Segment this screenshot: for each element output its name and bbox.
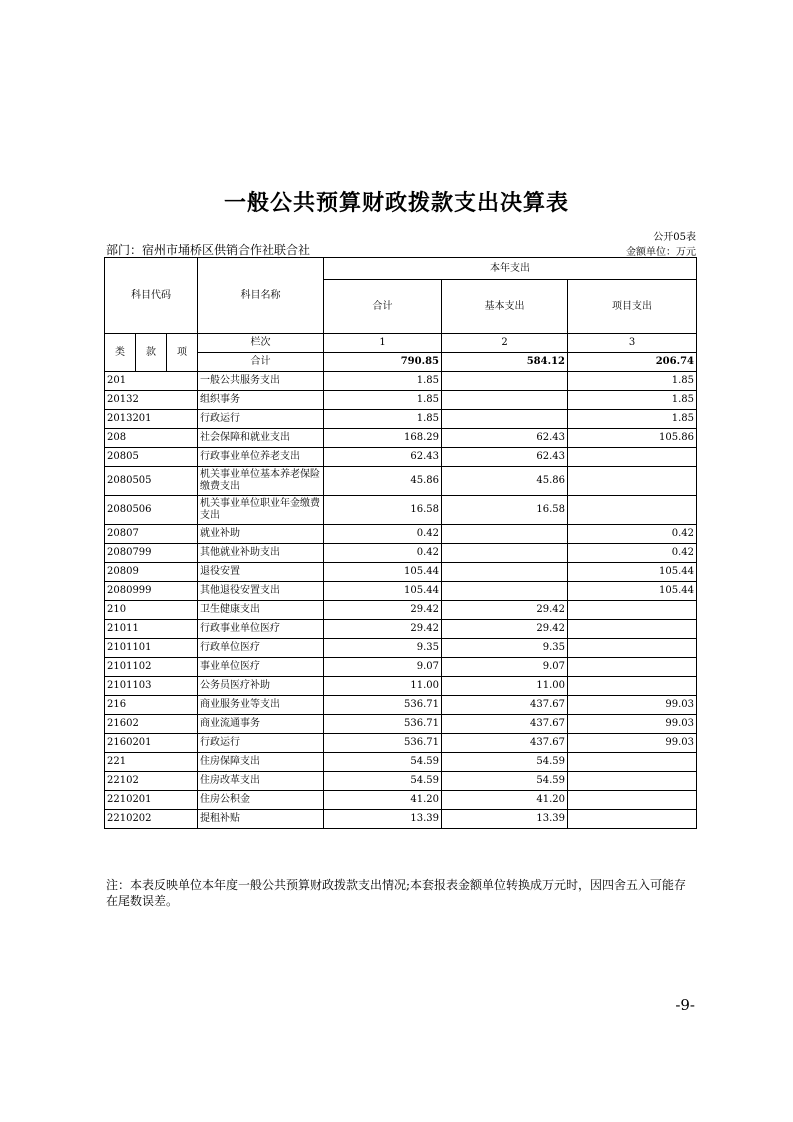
row-code: 216 xyxy=(105,696,198,715)
row-total: 0.42 xyxy=(324,525,442,544)
header-kuan: 款 xyxy=(136,334,167,372)
row-basic: 437.67 xyxy=(442,696,568,715)
row-code: 2080505 xyxy=(105,467,198,496)
row-project xyxy=(568,467,697,496)
row-total: 168.29 xyxy=(324,429,442,448)
row-code: 20805 xyxy=(105,448,198,467)
row-basic: 13.39 xyxy=(442,810,568,829)
header-subject-code: 科目代码 xyxy=(105,258,198,334)
row-basic xyxy=(442,563,568,582)
row-total: 54.59 xyxy=(324,772,442,791)
row-basic: 437.67 xyxy=(442,715,568,734)
table-row xyxy=(105,525,697,544)
row-project xyxy=(568,448,697,467)
row-basic xyxy=(442,582,568,601)
table-row xyxy=(105,734,697,753)
row-basic: 29.42 xyxy=(442,601,568,620)
row-total: 9.35 xyxy=(324,639,442,658)
row-total: 105.44 xyxy=(324,582,442,601)
row-project xyxy=(568,620,697,639)
row-project: 99.03 xyxy=(568,734,697,753)
row-name: 行政事业单位医疗 xyxy=(198,620,324,639)
row-basic xyxy=(442,525,568,544)
row-name: 就业补助 xyxy=(198,525,324,544)
total-row-basic: 584.12 xyxy=(442,353,568,372)
table-row xyxy=(105,658,697,677)
row-name: 公务员医疗补助 xyxy=(198,677,324,696)
table-row xyxy=(105,429,697,448)
row-name: 行政运行 xyxy=(198,734,324,753)
row-basic: 9.07 xyxy=(442,658,568,677)
row-basic xyxy=(442,544,568,563)
row-name: 行政单位医疗 xyxy=(198,639,324,658)
row-project xyxy=(568,791,697,810)
row-basic: 54.59 xyxy=(442,753,568,772)
row-code: 221 xyxy=(105,753,198,772)
row-total: 11.00 xyxy=(324,677,442,696)
row-project: 105.86 xyxy=(568,429,697,448)
row-code: 2080999 xyxy=(105,582,198,601)
table-row xyxy=(105,620,697,639)
row-name: 事业单位医疗 xyxy=(198,658,324,677)
header-column-index: 栏次 xyxy=(198,334,324,353)
row-code: 2101102 xyxy=(105,658,198,677)
row-project xyxy=(568,496,697,525)
header-col1: 1 xyxy=(324,334,442,353)
table-row xyxy=(105,696,697,715)
row-code: 201 xyxy=(105,372,198,391)
row-basic: 16.58 xyxy=(442,496,568,525)
table-row xyxy=(105,810,697,829)
table-row xyxy=(105,544,697,563)
row-name: 机关事业单位基本养老保险缴费支出 xyxy=(198,467,324,496)
row-project xyxy=(568,677,697,696)
header-project: 项目支出 xyxy=(568,280,697,334)
header-lei: 类 xyxy=(105,334,136,372)
row-name: 商业流通事务 xyxy=(198,715,324,734)
header-current-year: 本年支出 xyxy=(324,258,697,280)
row-name: 社会保障和就业支出 xyxy=(198,429,324,448)
table-row xyxy=(105,372,697,391)
row-project xyxy=(568,658,697,677)
row-code: 21602 xyxy=(105,715,198,734)
row-basic: 41.20 xyxy=(442,791,568,810)
table-row xyxy=(105,772,697,791)
table-row xyxy=(105,753,697,772)
row-project: 99.03 xyxy=(568,715,697,734)
table-row xyxy=(105,601,697,620)
row-name: 机关事业单位职业年金缴费支出 xyxy=(198,496,324,525)
row-name: 住房公积金 xyxy=(198,791,324,810)
total-row-project: 206.74 xyxy=(568,353,697,372)
row-name: 商业服务业等支出 xyxy=(198,696,324,715)
row-name: 一般公共服务支出 xyxy=(198,372,324,391)
total-row-label: 合计 xyxy=(198,353,324,372)
row-total: 1.85 xyxy=(324,372,442,391)
row-basic: 11.00 xyxy=(442,677,568,696)
row-project xyxy=(568,601,697,620)
row-code: 22102 xyxy=(105,772,198,791)
header-total: 合计 xyxy=(324,280,442,334)
table-row xyxy=(105,410,697,429)
row-basic xyxy=(442,372,568,391)
row-name: 住房改革支出 xyxy=(198,772,324,791)
row-project xyxy=(568,772,697,791)
row-name: 行政事业单位养老支出 xyxy=(198,448,324,467)
expenditure-table xyxy=(104,257,697,829)
row-code: 20132 xyxy=(105,391,198,410)
total-row-total: 790.85 xyxy=(324,353,442,372)
row-total: 536.71 xyxy=(324,696,442,715)
row-total: 45.86 xyxy=(324,467,442,496)
row-project: 0.42 xyxy=(568,525,697,544)
row-total: 536.71 xyxy=(324,734,442,753)
row-total: 16.58 xyxy=(324,496,442,525)
unit-label: 金额单位：万元 xyxy=(626,247,696,258)
row-name: 其他退役安置支出 xyxy=(198,582,324,601)
row-basic: 62.43 xyxy=(442,429,568,448)
row-basic: 9.35 xyxy=(442,639,568,658)
table-row xyxy=(105,496,697,525)
row-code: 20809 xyxy=(105,563,198,582)
row-name: 行政运行 xyxy=(198,410,324,429)
page-title: 一般公共预算财政拨款支出决算表 xyxy=(223,191,569,216)
row-name: 组织事务 xyxy=(198,391,324,410)
row-total: 62.43 xyxy=(324,448,442,467)
row-project xyxy=(568,753,697,772)
header-basic: 基本支出 xyxy=(442,280,568,334)
header-subject-name: 科目名称 xyxy=(198,258,324,334)
row-total: 0.42 xyxy=(324,544,442,563)
row-total: 105.44 xyxy=(324,563,442,582)
row-code: 2080799 xyxy=(105,544,198,563)
row-code: 210 xyxy=(105,601,198,620)
department-label: 部门：宿州市埇桥区供销合作社联合社 xyxy=(106,243,311,257)
row-total: 1.85 xyxy=(324,410,442,429)
header-col2: 2 xyxy=(442,334,568,353)
row-name: 提租补贴 xyxy=(198,810,324,829)
row-code: 2101101 xyxy=(105,639,198,658)
row-code: 2210202 xyxy=(105,810,198,829)
row-basic: 54.59 xyxy=(442,772,568,791)
row-total: 1.85 xyxy=(324,391,442,410)
row-project: 1.85 xyxy=(568,410,697,429)
row-basic xyxy=(442,391,568,410)
row-project: 1.85 xyxy=(568,391,697,410)
row-basic: 29.42 xyxy=(442,620,568,639)
row-project: 0.42 xyxy=(568,544,697,563)
page-number: -9- xyxy=(675,996,695,1014)
table-row xyxy=(105,467,697,496)
table-row xyxy=(105,582,697,601)
row-project: 105.44 xyxy=(568,563,697,582)
row-total: 29.42 xyxy=(324,601,442,620)
table-row xyxy=(105,791,697,810)
row-name: 住房保障支出 xyxy=(198,753,324,772)
header-xiang: 项 xyxy=(167,334,198,372)
row-project xyxy=(568,810,697,829)
row-total: 29.42 xyxy=(324,620,442,639)
row-project: 105.44 xyxy=(568,582,697,601)
footnote: 注：本表反映单位本年度一般公共预算财政拨款支出情况;本套报表金额单位转换成万元时，因四舍五入可能存在尾数误差。 xyxy=(106,878,687,908)
header-col3: 3 xyxy=(568,334,697,353)
table-row xyxy=(105,563,697,582)
row-code: 2101103 xyxy=(105,677,198,696)
row-total: 54.59 xyxy=(324,753,442,772)
row-code: 2160201 xyxy=(105,734,198,753)
row-total: 9.07 xyxy=(324,658,442,677)
row-total: 536.71 xyxy=(324,715,442,734)
table-row xyxy=(105,639,697,658)
row-project: 1.85 xyxy=(568,372,697,391)
row-code: 20807 xyxy=(105,525,198,544)
row-basic: 62.43 xyxy=(442,448,568,467)
row-code: 208 xyxy=(105,429,198,448)
table-row xyxy=(105,677,697,696)
row-project xyxy=(568,639,697,658)
row-total: 41.20 xyxy=(324,791,442,810)
row-code: 21011 xyxy=(105,620,198,639)
row-name: 其他就业补助支出 xyxy=(198,544,324,563)
row-basic xyxy=(442,410,568,429)
table-row xyxy=(105,715,697,734)
row-project: 99.03 xyxy=(568,696,697,715)
table-row xyxy=(105,448,697,467)
table-code: 公开05表 xyxy=(653,232,696,243)
row-code: 2080506 xyxy=(105,496,198,525)
row-name: 卫生健康支出 xyxy=(198,601,324,620)
row-basic: 437.67 xyxy=(442,734,568,753)
row-name: 退役安置 xyxy=(198,563,324,582)
row-total: 13.39 xyxy=(324,810,442,829)
row-code: 2210201 xyxy=(105,791,198,810)
table-row xyxy=(105,391,697,410)
row-code: 2013201 xyxy=(105,410,198,429)
row-basic: 45.86 xyxy=(442,467,568,496)
